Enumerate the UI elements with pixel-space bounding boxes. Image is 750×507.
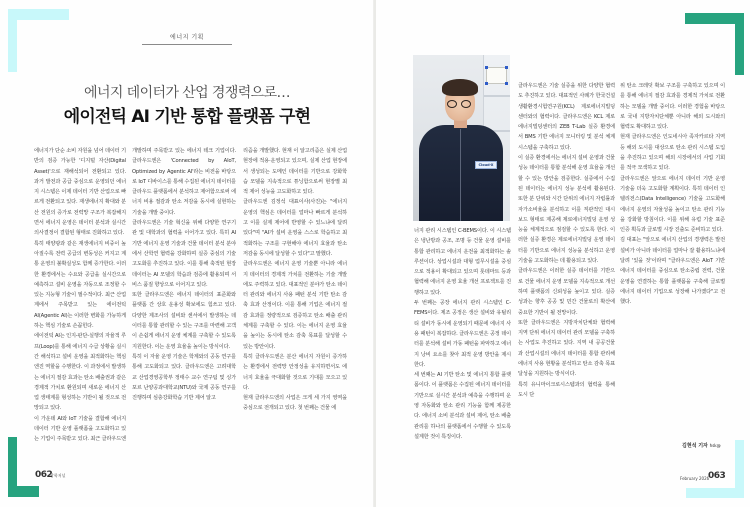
paragraph: 클라우드엔은 이러한 실증 데이터를 기반으로 건물 에너지 운영 모델을 지속적으로 개선하며 플랫폼의 신뢰성을 높이고 있다. 실증 성과는 향후 공공 및 민간 건물로의 확산에 중요한 기반이 될 전망이다. [518, 268, 615, 316]
certificate-frame [486, 67, 507, 84]
text-column-2 [132, 146, 236, 446]
paragraph: 클라우드엔은 기술 혁신을 위해 다양한 연구기관 및 대학과의 협력을 이어가고 있다. 특히 AI 기반 에너지 운영 기술과 건물 데이터 분석 분야에서 산학연 협력을 강화하며 실증 중심의 기술 고도화를 추진하고 있다. 이를 통해 축적된 현장 데이터는 AI 모델의 학습과 검증에 활용되며 서비스 품질 향상으로 이어지고 있다. [132, 220, 236, 288]
text-column-3 [243, 146, 347, 446]
cert-corner [505, 66, 508, 69]
ceo-portrait-photo [413, 55, 510, 221]
paragraph: 이 실증 환경에서는 에너지 설비 운영과 건물 성능 데이터를 통합 분석해 운영 효율을 개선할 수 있는 방안을 검증한다. 실증에서 수집된 데이터는 에너지 성능 분석에 활용된다. 또한 분 단위와 시간 단위의 에너지 자립률과 자가소비율을 분석하고 이를 직관적인 대시보드 형태로 제공해 제로에너지빌딩 운영 성능을 체계적으로 점검할 수 있도록 한다. 이러한 실증 환경은 제로에너지빌딩 운영 데이터를 기반으로 에너지 성능을 분석하고 운영 기술을 고도화하는 데 활용되고 있다. [518, 155, 615, 265]
text-column-5 [518, 81, 615, 446]
reporter-email: hsk@ [709, 443, 721, 448]
corner-bracket-top-left-vertical [8, 9, 17, 72]
section-label: 에너지 기획 [170, 34, 204, 41]
page-number-left: 062 [35, 470, 53, 480]
paragraph: 김 대표는 "앞으로 에너지 산업의 경쟁력은 발전 설비가 아니라 데이터를 얼마나 잘 활용하느냐에 달려 '있을 것'이라며 "클라우드엔은 AIoT 기반 에너지 데이터를 중심으로 탄소중립 전력, 건물 운영을 연결하는 통합 플랫폼을 구축해 글로벌 에너지 데이터 기업으로 성장해 나가겠다"고 전했다. [620, 237, 725, 306]
cert-corner [485, 82, 488, 85]
paragraph: 너지 관리 시스템인 C-BEMS이다. 이 시스템은 냉난방과 공조, 조명 등 건물 운영 설비를 통합 관리하고 에너지 운전을 최적화하는 솔루션이다. 상업시설과 대형 업무시설을 중심으로 적용이 확대되고 있으며 롯데마트 등과 협력해 에너지 운영 효율 개선 프로젝트를 진행하고 있다. [414, 228, 511, 296]
paragraph: 클라우드엔은 에너지 운영 기술뿐 아니라 에너지 데이터의 경제적 가치를 전환하는 기술 개발에도 주력하고 있다. 대표적인 분야가 탄소 데이터 관리와 에너지 사용 패턴 분석 기반 탄소 감축 효과 산정이다. 이를 통해 기업은 에너지 절감 효과를 정량적으로 검증하고 탄소 배출 관리 체계를 구축할 수 있다. 이는 에너지 운영 효율을 높이는 동시에 탄소 감축 목표를 달성할 수 있는 방안이다. [243, 261, 347, 350]
text-column-6 [620, 81, 725, 371]
paragraph: 또한 클라우드엔은 에너지 데이터의 표준화와 플랫폼 간 상호 운용성 확보에도 힘쓰고 있다. 다양한 제조사의 설비와 센서에서 발생하는 데이터를 통합 관리할 수 있는 구조를 마련해 고객이 손쉽게 에너지 운영 체계를 구축할 수 있도록 지원한다. 이는 운영 효율을 높이는 방식이다. [132, 292, 236, 350]
text-column-4 [414, 226, 511, 446]
paragraph: 두 번째는 공장 에너지 관리 시스템인 C-FEMS이다. 제조 공정은 생산 설비와 유틸리티 설비가 동시에 운영되기 때문에 에너지 사용 패턴이 복잡하다. 클라우드엔은 공정 데이터를 분석해 설비 가동 패턴을 파악하고 에너지 낭비 요소를 찾아 최적 운영 방안을 제시한다. [414, 300, 511, 368]
magazine-name: 광학저널 [50, 473, 66, 478]
glasses-lens [461, 100, 471, 108]
paragraph: 또한 클라우드엔은 지방자치단체와 협력해 지역 단위 에너지 데이터 관리 모델을 구축하는 사업도 추진하고 있다. 지역 내 공공건물과 산업시설의 에너지 데이터를 통합 관리해 에너지 사용 현황을 분석하고 탄소 감축 목표 달성을 지원하는 방식이다. [518, 319, 615, 378]
jacket-zipper [460, 129, 461, 221]
corner-bracket-bottom-right-vertical [735, 440, 744, 498]
paragraph: 클라우드엔 김정석 대표이사(사진)는 "에너지 운영의 핵심은 데이터를 얼마나 빠르게 분석하고 이를 실제 제어에 반영할 수 있느냐에 달려 있다"며 "AI가 설비 운영을 스스로 학습하고 최적화하는 구조를 구현해야 에너지 효율과 탄소 저감을 동시에 달성할 수 있다"고 말했다. [243, 199, 347, 257]
hair [442, 79, 478, 96]
paragraph: 현재 클라우드엔의 사업은 크게 세 가지 영역을 중심으로 전개되고 있다. 첫 번째는 건물 에 [243, 395, 347, 412]
paragraph: 위 탄소 크레딧 확보 구조를 구축하고 있으며 이를 통해 에너지 절감 효과를 경제적 가치로 전환하는 모델을 개발 중이다. 이러한 경험을 바탕으로 국내 지방자치단체뿐 아니라 해외 도시와의 협력도 확대하고 있다. [620, 83, 725, 131]
corner-bracket-bottom-left-vertical [8, 437, 17, 497]
left-page [0, 0, 374, 507]
cert-corner [505, 82, 508, 85]
jacket [419, 125, 503, 221]
paragraph: 특히 태양광과 같은 재생에너지 비중이 높아질수록 전력 공급의 변동성은 커지고 계통 운영의 불확실성도 함께 증가한다. 이러한 환경에서는 수요와 공급을 실시간으로 예측하고 설비 운영을 자동으로 조정할 수 있는 지능형 기술이 필수적이다. 최근 산업계에서 주목받고 있는 에이전틱 AI(Agentic AI)는 이러한 변화를 가능하게 하는 핵심 기술로 손꼽힌다. [34, 240, 126, 330]
text-column-1 [34, 146, 126, 446]
reporter-name: 김현석 기자 [682, 443, 708, 449]
paragraph: 에이전틱 AI는 인지-판단-실행의 자율적 루프(Loop)를 통해 에너지 수급 상황을 실시간 해석하고 설비 운영을 최적화하는 핵심 엔진 역할을 수행한다. 이 과정에서 발생하는 에너지 절감 효과는 탄소 배출권과 같은 경제적 가치로 환원되며 새로운 에너지 산업 생태계를 형성하는 기반이 될 것으로 전망되고 있다. [34, 333, 126, 412]
paragraph: 리즘을 개발했다. 현재 이 알고리즘은 실제 산업 현장에 적용·운영되고 있으며, 실제 산업 현장에서 생성되는 도메인 데이터를 기반으로 강화학습 모델을 지속적으로 튜닝함으로써 현장별 최적 제어 성능을 고도화하고 있다. [243, 148, 347, 196]
paragraph: 클라우드엔은 앞으로 에너지 데이터 기반 운영 기술을 더욱 고도화할 계획이다. 특히 데이터 인텔리전스(Data Intelligence) 기술을 고도화해 에너지 운영의 자율성을 높이고 탄소 관리 기능을 강화할 방침이다. 이를 위해 유럽 기술 표준 인증 획득과 글로벌 시장 진출도 준비하고 있다. [620, 175, 725, 234]
paragraph: 세 번째는 AI 기반 탄소 및 에너지 통합 플랫폼이다. 이 플랫폼은 수집된 에너지 데이터를 기반으로 실시간 분석과 예측을 수행하며 운영 자동화와 탄소 관리 기능을 함께 제공한다. 에너지 소비 분석과 설비 제어, 탄소 배출 관리를 하나의 플랫폼에서 수행할 수 있도록 설계한 것이 특징이다. [414, 372, 511, 440]
section-rule [142, 44, 232, 45]
paragraph: 클라우드엔은 기술 실증을 위한 다양한 협력도 추진하고 있다. 대표적인 사례가 한국건설생활환경시험연구원(KCL) 제로에너지빌딩센터와의 협력이다. 클라우드엔은 KCL 제로에너지빌딩센터의 ZEB T-Lab 실증 환경에서 BMS 기반 에너지 모니터링 및 분석 체계 시스템을 구축하고 있다. [518, 83, 615, 151]
corner-bracket-top-right-vertical [735, 13, 744, 75]
cert-corner [485, 66, 488, 69]
glasses-icon [447, 100, 474, 108]
shelf-board [484, 95, 510, 97]
paragraph: 이 가운데 AI와 IoT 기술을 결합해 에너지 데이터 기반 운영 플랫폼을 고도화하고 있는 기업이 주목받고 있다. 최근 클라우드엔 [34, 415, 126, 443]
paragraph: 특히 유니마이크로시스템과의 협력을 통해 도시 단 [518, 381, 615, 398]
jacket-name-badge: Cloud-X [475, 161, 497, 169]
paragraph: 특히 클라우드엔은 분산 에너지 자원이 증가하는 환경에서 전력망 안정성을 유지하면서도 에너지 효율을 극대화할 것으로 기대를 모으고 있다. [243, 353, 347, 391]
reporter-byline [682, 442, 721, 449]
corner-bracket-top-left [8, 9, 69, 20]
page-number-right: 063 [708, 471, 726, 481]
article-title: 에이전틱 AI 기반 통합 플랫폼 구현 [63, 107, 311, 127]
paragraph: 특히 이 자율 운영 기술은 학계와의 공동 연구를 통해 고도화되고 있다. 클라우드엔은 고려대학교 산업경영공학부 정태수 교수 연구팀 및 싱가포르 난양공과대학교(NTU)와 국제 공동 연구를 진행하며 심층강화학습 기반 제어 알고 [132, 353, 236, 402]
paragraph: 현재 클라우드엔은 인도네시아 족자카르타 지역 등 해외 도시를 대상으로 탄소 관리 시스템 도입을 추진하고 있으며 해외 시장에서의 사업 기회를 적극 모색하고 있다. [620, 134, 725, 172]
glasses-lens [447, 100, 457, 108]
article-subtitle: 에너지 데이터가 산업 경쟁력으로… [84, 85, 290, 101]
issue-date: February 2026 [680, 476, 710, 481]
paragraph: 에너지가 단순 소비 자원을 넘어 데이터 기반의 검증 가능한 '디지털 자산(Digital Asset)'으로 재해석되어 전환되고 있다. 과거 발전과 공급 중심으로 운영되던 에너지 시스템은 이제 데이터 기반 산업으로 빠르게 전환되고 있다. 재생에너지 확대와 분산 전원의 증가로 전력망 구조가 복잡해지면서 에너지 운영은 데이터 분석과 실시간 의사결정이 결합된 형태로 진화하고 있다. [34, 148, 126, 237]
paragraph: 개발하며 주목받고 있는 에너지 테크 기업이다. 클라우드엔은 'Connected by AIoT, Optimized by Agentic AI'라는 비전을 바탕으로 IoT 디바이스를 통해 수집된 에너지 데이터를 클라우드 플랫폼에서 분석하고 제어함으로써 에너지 비용 절감과 탄소 저감을 동시에 실현하는 기술을 개발 중이다. [132, 148, 236, 216]
